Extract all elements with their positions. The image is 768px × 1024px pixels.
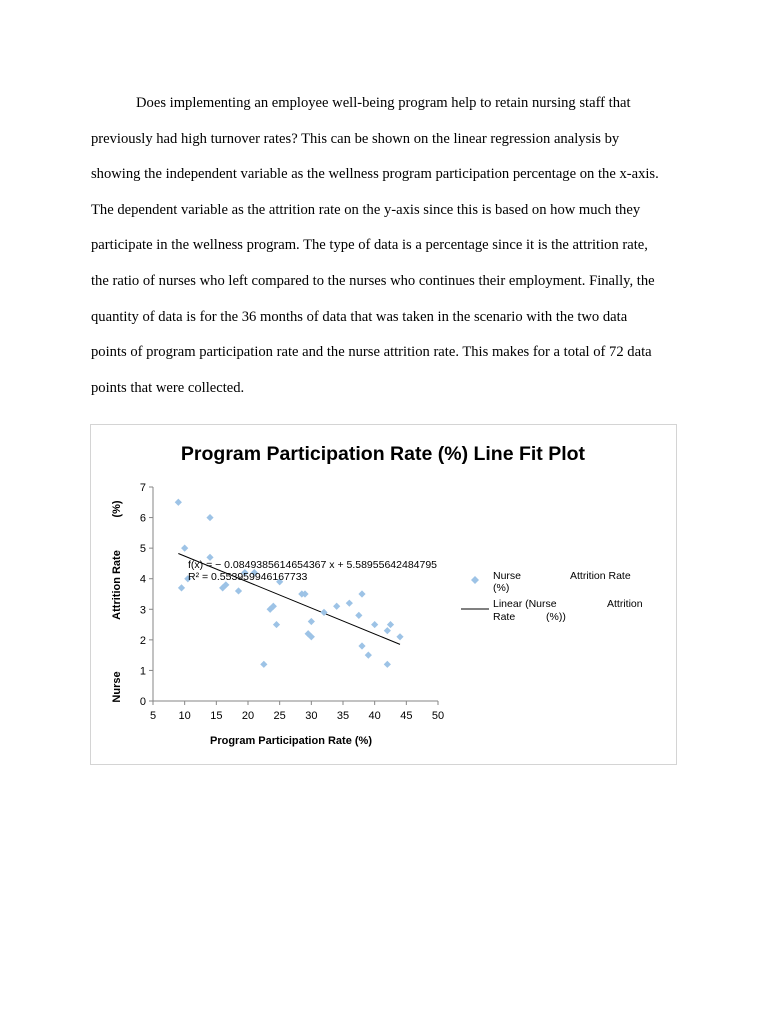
- data-point: [235, 587, 242, 594]
- legend-label-part: Linear (Nurse: [493, 598, 557, 610]
- data-point: [384, 627, 391, 634]
- data-point: [387, 621, 394, 628]
- x-tick-label: 35: [336, 710, 350, 722]
- data-point: [396, 633, 403, 640]
- data-point: [206, 514, 213, 521]
- trendline-equation: f(x) = − 0.0849385614654367 x + 5.58955642484795: [188, 559, 438, 571]
- data-point: [358, 642, 365, 649]
- data-point: [371, 621, 378, 628]
- x-tick-label: 25: [273, 710, 286, 722]
- paragraph-line: showing the independent variable as the wellness program participation percentage on the x-axis.: [91, 166, 659, 183]
- data-point: [260, 661, 267, 668]
- x-tick-label: 5: [149, 710, 157, 722]
- paragraph-line: points that were collected.: [91, 379, 245, 396]
- x-tick-label: 45: [400, 710, 413, 722]
- data-point: [384, 661, 391, 668]
- x-tick-label: 50: [431, 710, 445, 722]
- data-point: [175, 499, 182, 506]
- y-tick-label: 0: [139, 696, 146, 708]
- y-axis-label-part: Nurse: [111, 671, 123, 703]
- x-tick-label: 30: [305, 710, 318, 722]
- legend-label-part: Rate: [493, 611, 516, 623]
- data-point: [365, 652, 372, 659]
- data-point: [346, 600, 353, 607]
- chart-title: Program Participation Rate (%) Line Fit Plot: [180, 443, 586, 465]
- paragraph-line: Does implementing an employee well-being program help to retain nursing staff that: [136, 95, 631, 111]
- y-tick-label: 6: [139, 512, 146, 525]
- paragraph-line: the ratio of nurses who left compared to the nurses who continues their employment. Finally, the: [91, 272, 655, 289]
- legend-label-part: (%)): [546, 611, 566, 623]
- x-axis-label: Program Participation Rate (%): [210, 735, 372, 747]
- legend-label-part: Attrition Rate: [570, 570, 631, 582]
- data-point: [273, 621, 280, 628]
- legend-label-part: Nurse: [493, 570, 522, 582]
- data-point: [355, 612, 362, 619]
- y-tick-label: 1: [139, 665, 146, 678]
- paragraph-line: points of program participation rate and the nurse attrition rate. This makes for a total of 72 data: [91, 344, 652, 361]
- paragraph-line: previously had high turnover rates? This can be shown on the linear regression analysis by: [91, 130, 620, 147]
- paragraph-line: The dependent variable as the attrition rate on the y-axis since this is based on how much they: [91, 201, 641, 218]
- y-axis-label-part: (%): [111, 500, 123, 518]
- y-tick-label: 4: [139, 573, 146, 586]
- x-tick-label: 15: [210, 710, 223, 722]
- y-tick-label: 7: [139, 482, 146, 494]
- legend-label-part: Attrition: [607, 598, 643, 610]
- y-tick-label: 3: [139, 604, 146, 617]
- data-point: [333, 603, 340, 610]
- trendline-r-squared: R² = 0.553959946167733: [188, 571, 308, 583]
- y-axis-label: [111, 500, 123, 702]
- x-tick-label: 40: [368, 710, 381, 722]
- data-point: [320, 609, 327, 616]
- chart-frame: [90, 424, 677, 765]
- body-paragraph: [91, 86, 681, 406]
- paragraph-line: participate in the wellness program. The type of data is a percentage since it is the attrition rate,: [91, 237, 648, 254]
- line-fit-plot-chart: [91, 425, 676, 764]
- data-point: [308, 618, 315, 625]
- data-point: [178, 584, 185, 591]
- y-tick-label: 2: [139, 634, 146, 647]
- legend-label-part: (%): [493, 582, 510, 594]
- paragraph-line: quantity of data is for the 36 months of data that was taken in the scenario with the two data: [91, 308, 628, 325]
- data-point: [181, 545, 188, 552]
- y-axis-label-part: Attrition Rate: [111, 550, 123, 620]
- legend-marker-diamond: [471, 576, 479, 584]
- x-tick-label: 10: [178, 710, 191, 722]
- y-tick-label: 5: [139, 543, 146, 556]
- x-tick-label: 20: [241, 710, 255, 722]
- data-point: [358, 590, 365, 597]
- chart-legend: [461, 570, 643, 623]
